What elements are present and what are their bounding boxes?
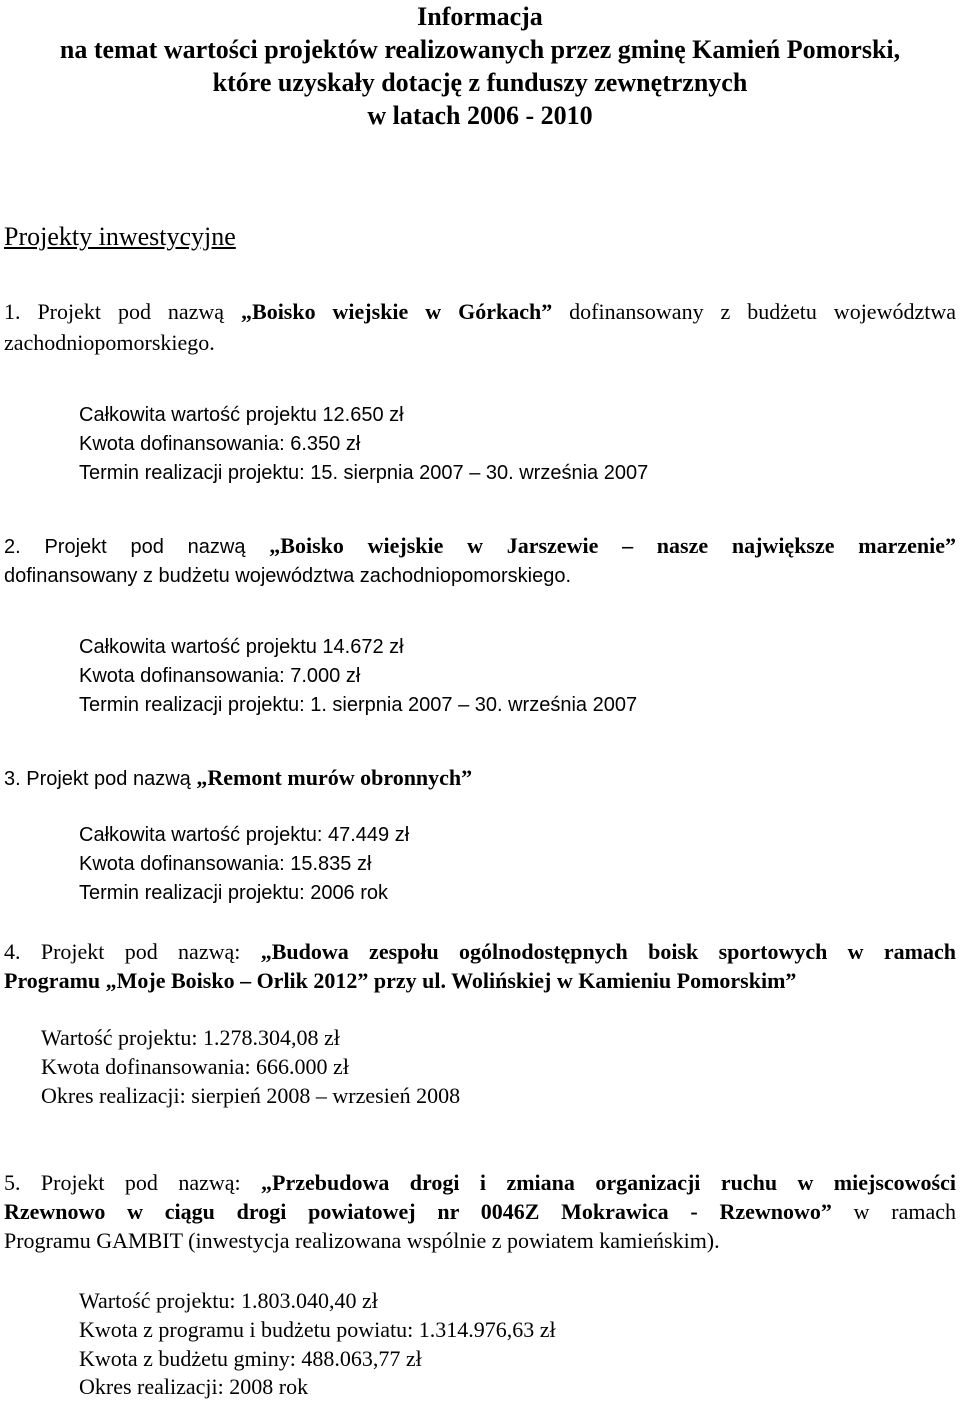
project-2-name: „Boisko wiejskie w Jarszewie – nasze największe marzenie” bbox=[269, 533, 956, 558]
project-3-total: Całkowita wartość projektu: 47.449 zł bbox=[79, 824, 410, 846]
project-1-line-2: zachodniopomorskiego. bbox=[4, 330, 215, 355]
project-4-intro: 4. Projekt pod nazwą: bbox=[4, 939, 261, 964]
project-4-name-part-1: „Budowa zespołu ogólnodostępnych boisk sportowych w ramach bbox=[260, 939, 956, 964]
project-1-term: Termin realizacji projektu: 15. sierpnia 2007 – 30. września 2007 bbox=[79, 462, 649, 484]
project-4-line-1 bbox=[4, 937, 956, 967]
project-3-term: Termin realizacji projektu: 2006 rok bbox=[79, 882, 389, 904]
project-4-grant: Kwota dofinansowania: 666.000 zł bbox=[41, 1054, 349, 1079]
project-5-line-1 bbox=[4, 1168, 956, 1198]
title-line-3: które uzyskały dotację z funduszy zewnętrznych bbox=[212, 68, 748, 97]
project-5-value: Wartość projektu: 1.803.040,40 zł bbox=[79, 1288, 378, 1313]
project-4-value: Wartość projektu: 1.278.304,08 zł bbox=[41, 1025, 340, 1050]
project-2-term: Termin realizacji projektu: 1. sierpnia 2007 – 30. września 2007 bbox=[79, 694, 638, 716]
project-2-line-2: dofinansowany z budżetu województwa zachodniopomorskiego. bbox=[4, 565, 572, 587]
project-5-program-amount: Kwota z programu i budżetu powiatu: 1.314.976,63 zł bbox=[79, 1317, 556, 1342]
project-3-name: „Remont murów obronnych” bbox=[196, 765, 473, 790]
project-5-name-part-1: „Przebudowa drogi i zmiana organizacji ruchu w miejscowości bbox=[261, 1170, 956, 1195]
title-line-1: Informacja bbox=[417, 2, 543, 31]
project-4-name-part-2: Programu „Moje Boisko – Orlik 2012” przy ul. Wolińskiej w Kamieniu Pomorskim” bbox=[4, 968, 797, 993]
project-5-municipal-amount: Kwota z budżetu gminy: 488.063,77 zł bbox=[79, 1346, 422, 1371]
title-line-4: w latach 2006 - 2010 bbox=[367, 101, 593, 130]
project-2-total: Całkowita wartość projektu 14.672 zł bbox=[79, 636, 404, 658]
section-heading: Projekty inwestycyjne bbox=[4, 222, 236, 251]
project-2-intro: 2. Projekt pod nazwą bbox=[4, 536, 270, 558]
project-5-period: Okres realizacji: 2008 rok bbox=[79, 1374, 309, 1399]
project-3-intro: 3. Projekt pod nazwą bbox=[4, 768, 197, 790]
project-3-line-1 bbox=[4, 763, 472, 794]
project-3-grant: Kwota dofinansowania: 15.835 zł bbox=[79, 853, 372, 875]
project-1-total: Całkowita wartość projektu 12.650 zł bbox=[79, 404, 404, 426]
project-1-line-1 bbox=[4, 297, 956, 327]
project-5-intro: 5. Projekt pod nazwą: bbox=[4, 1170, 262, 1195]
project-2-grant: Kwota dofinansowania: 7.000 zł bbox=[79, 665, 361, 687]
project-1-funding: dofinansowany z budżetu województwa bbox=[552, 299, 956, 324]
project-5-program-suffix: w ramach bbox=[831, 1199, 956, 1224]
project-1-intro: 1. Projekt pod nazwą bbox=[4, 299, 242, 324]
project-1-name: „Boisko wiejskie w Górkach” bbox=[241, 299, 553, 324]
project-1-grant: Kwota dofinansowania: 6.350 zł bbox=[79, 433, 361, 455]
title-line-2: na temat wartości projektów realizowanych przez gminę Kamień Pomorski, bbox=[59, 35, 901, 64]
project-4-period: Okres realizacji: sierpień 2008 – wrzesień 2008 bbox=[41, 1083, 461, 1108]
document-title bbox=[0, 0, 960, 132]
project-5-line-3: Programu GAMBIT (inwestycja realizowana wspólnie z powiatem kamieńskim). bbox=[4, 1228, 720, 1253]
project-2-line-1 bbox=[4, 531, 956, 562]
project-5-name-part-2: Rzewnowo w ciągu drogi powiatowej nr 0046Z Mokrawica - Rzewnowo” bbox=[4, 1199, 832, 1224]
project-5-line-2 bbox=[4, 1197, 956, 1227]
